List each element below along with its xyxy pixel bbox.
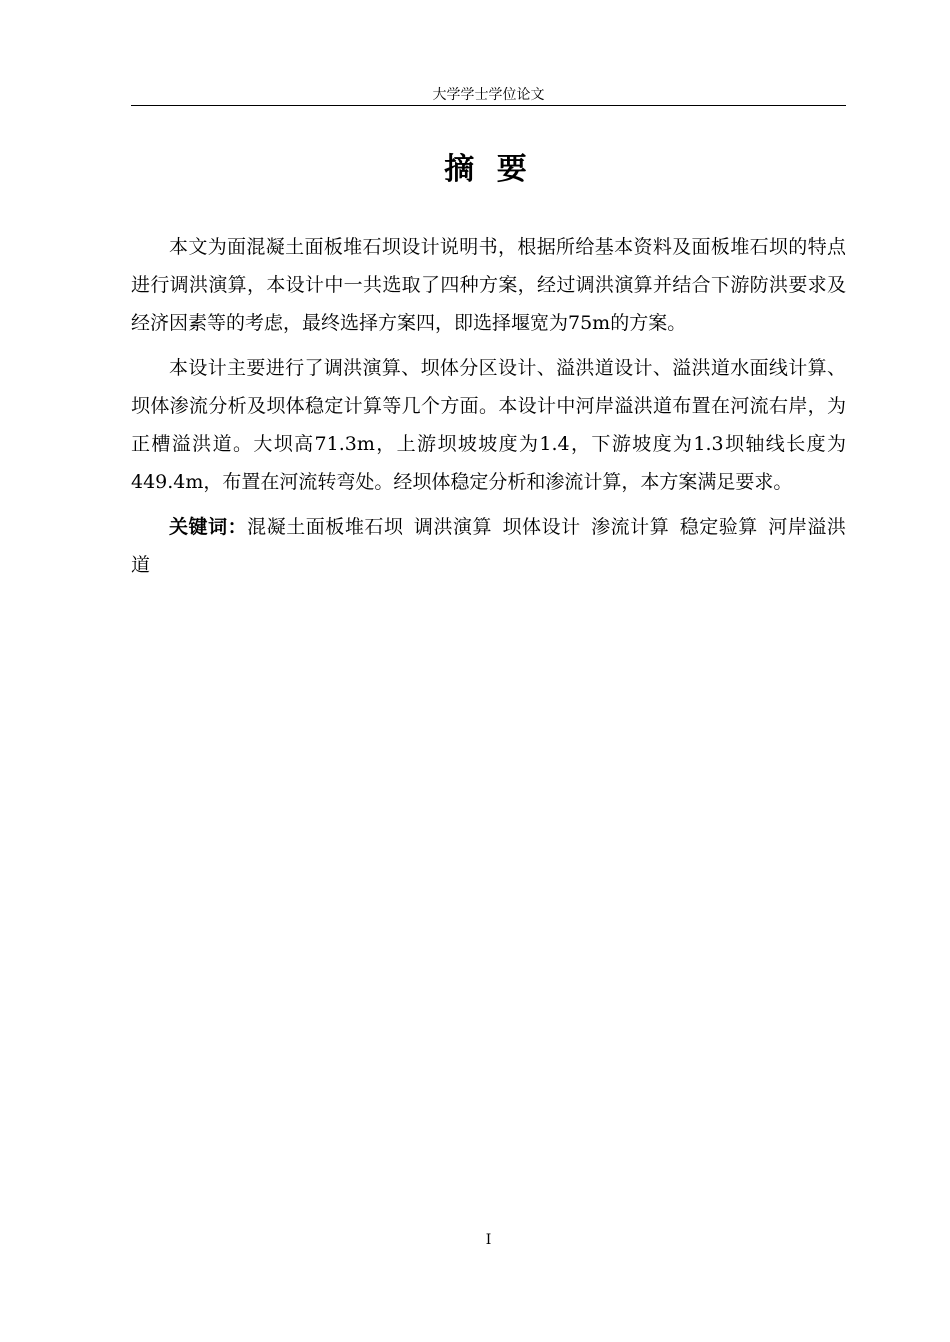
keyword-item: 坝体设计 bbox=[502, 516, 581, 538]
running-header: 大学学士学位论文 bbox=[432, 87, 545, 103]
header-divider bbox=[131, 105, 846, 106]
abstract-paragraph-1: 本文为面混凝土面板堆石坝设计说明书，根据所给基本资料及面板堆石坝的特点进行调洪演算，本设计中一共选取了四种方案，经过调洪演算并结合下游防洪要求及经济因素等的考虑，最终选择方案四，即选择堰宽为75m的方案。 bbox=[131, 236, 846, 334]
abstract-paragraph-2: 本设计主要进行了调洪演算、坝体分区设计、溢洪道设计、溢洪道水面线计算、坝体渗流分析及坝体稳定计算等几个方面。本设计中河岸溢洪道布置在河流右岸，为正槽溢洪道。大坝高71.3m，上游坝坡坡度为1.4，下游坡度为1.3坝轴线长度为449.4m，布置在河流转弯处。经坝体稳定分析和渗流计算，本方案满足要求。 bbox=[131, 357, 846, 493]
abstract-body bbox=[131, 228, 846, 584]
keyword-item: 调洪演算 bbox=[413, 516, 493, 538]
abstract-title: 摘 要 bbox=[444, 152, 533, 187]
keyword-item: 河岸溢洪道 bbox=[131, 516, 846, 576]
keyword-item: 渗流计算 bbox=[591, 516, 670, 538]
keyword-item: 稳定验算 bbox=[679, 516, 758, 538]
keyword-item: 混凝土面板堆石坝 bbox=[247, 516, 404, 538]
keywords-label: 关键词： bbox=[169, 516, 248, 538]
page-number: I bbox=[485, 1232, 492, 1248]
keywords-line bbox=[131, 508, 846, 584]
